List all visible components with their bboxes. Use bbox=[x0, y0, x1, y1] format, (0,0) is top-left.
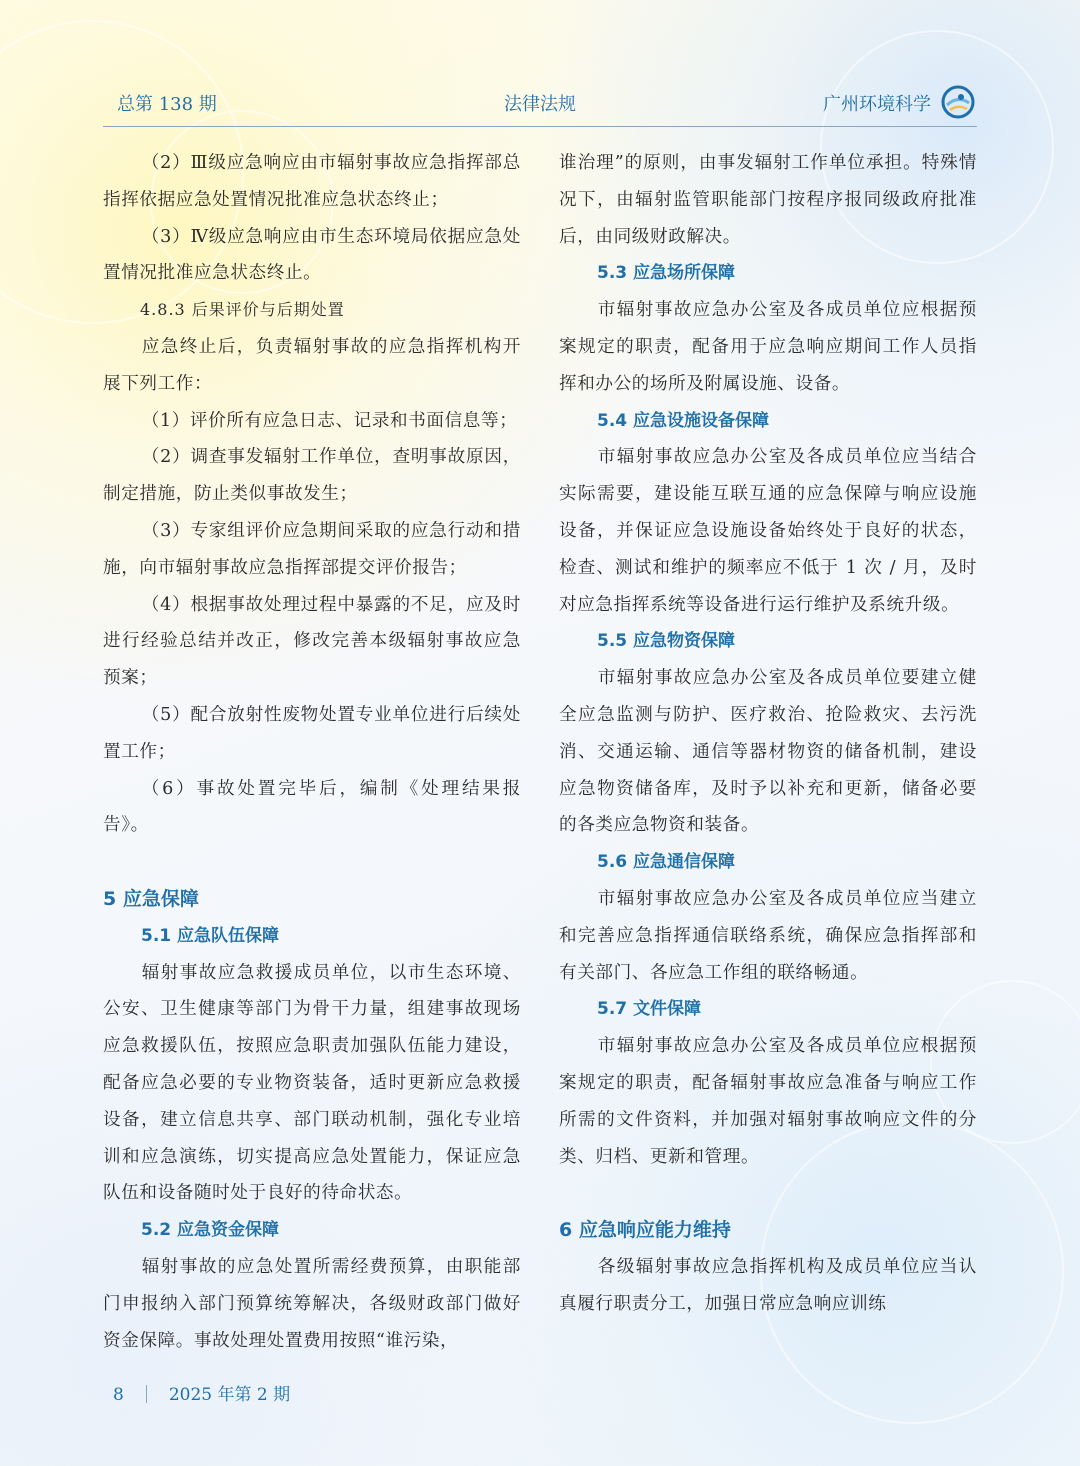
journal-logo-icon bbox=[941, 85, 975, 119]
paragraph: 市辐射事故应急办公室及各成员单位应根据预案规定的职责，配备辐射事故应急准备与响应工作所需的文件资料，并加强对辐射事故响应文件的分类、归档、更新和管理。 bbox=[559, 1036, 977, 1167]
subsection-heading: 5.1 应急队伍保障 bbox=[141, 925, 280, 946]
paragraph: 谁治理”的原则，由事发辐射工作单位承担。特殊情况下，由辐射监管职能部门按程序报同级政府批准后，由同级财政解决。 bbox=[559, 153, 977, 247]
section-heading: 5 应急保障 bbox=[103, 887, 199, 910]
page-number: 8 bbox=[113, 1385, 124, 1405]
journal-name: 广州环境科学 bbox=[823, 94, 931, 115]
paragraph: 市辐射事故应急办公室及各成员单位要建立健全应急监测与防护、医疗救治、抢险救灾、去污洗消、交通运输、通信等器材物资的储备机制，建设应急物资储备库，及时予以补充和更新，储备必要的各类应急物资和装备。 bbox=[559, 668, 977, 836]
footer-divider bbox=[146, 1385, 147, 1403]
section-gap bbox=[559, 1175, 977, 1212]
paragraph: 各级辐射事故应急指挥机构及成员单位应当认真履行职责分工，加强日常应急响应训练 bbox=[559, 1256, 977, 1314]
section-gap bbox=[103, 844, 521, 881]
paragraph: 应急终止后，负责辐射事故的应急指挥机构开展下列工作： bbox=[103, 336, 521, 394]
paragraph: （5）配合放射性废物处置专业单位进行后续处置工作； bbox=[103, 704, 521, 762]
paragraph: （2）调查事发辐射工作单位，查明事故原因，制定措施，防止类似事故发生； bbox=[103, 447, 521, 505]
paragraph: 辐射事故应急救援成员单位，以市生态环境、公安、卫生健康等部门为骨干力量，组建事故现场应急救援队伍，按照应急职责加强队伍能力建设，配备应急必要的专业物资装备，适时更新应急救援设备，建立信息共享、部门联动机制，强化专业培训和应急演练，切实提高应急处置能力，保证应急队伍和设备随时处于良好的待命状态。 bbox=[103, 962, 521, 1204]
page-header bbox=[103, 84, 977, 127]
left-column bbox=[103, 145, 521, 1359]
subsection-heading: 5.3 应急场所保障 bbox=[597, 263, 736, 284]
paragraph: （4）根据事故处理过程中暴露的不足，应及时进行经验总结并改正，修改完善本级辐射事故应急预案； bbox=[103, 594, 521, 689]
subsection-heading: 5.2 应急资金保障 bbox=[141, 1220, 280, 1241]
paragraph: （1）评价所有应急日志、记录和书面信息等； bbox=[141, 410, 518, 431]
subsection-heading: 5.6 应急通信保障 bbox=[597, 852, 736, 873]
section-title: 法律法规 bbox=[504, 94, 576, 115]
page-footer bbox=[113, 1380, 290, 1405]
subsection-heading: 5.4 应急设施设备保障 bbox=[597, 410, 770, 431]
section-heading: 6 应急响应能力维持 bbox=[559, 1219, 731, 1242]
paragraph: （3）Ⅳ级应急响应由市生态环境局依据应急处置情况批准应急状态终止。 bbox=[103, 226, 521, 284]
paragraph: 市辐射事故应急办公室及各成员单位应根据预案规定的职责，配备用于应急响应期间工作人员指挥和办公的场所及附属设施、设备。 bbox=[559, 300, 977, 394]
issue-label: 2025 年第 2 期 bbox=[168, 1385, 291, 1405]
right-column bbox=[559, 145, 977, 1323]
issue-total: 总第 138 期 bbox=[117, 94, 217, 115]
paragraph: 辐射事故的应急处置所需经费预算，由职能部门申报纳入部门预算统筹解决，各级财政部门做好资金保障。事故处理处置费用按照“谁污染， bbox=[103, 1256, 521, 1351]
paragraph: （2）Ⅲ级应急响应由市辐射事故应急指挥部总指挥依据应急处置情况批准应急状态终止； bbox=[103, 153, 521, 210]
paragraph: （6）事故处置完毕后，编制《处理结果报告》。 bbox=[103, 778, 521, 836]
paragraph: 市辐射事故应急办公室及各成员单位应当建立和完善应急指挥通信联络系统，确保应急指挥部和有关部门、各应急工作组的联络畅通。 bbox=[559, 888, 977, 983]
subsection-heading: 5.7 文件保障 bbox=[597, 999, 702, 1020]
sub-subsection-heading: 4.8.3 后果评价与后期处置 bbox=[140, 300, 345, 320]
paragraph: （3）专家组评价应急期间采取的应急行动和措施，向市辐射事故应急指挥部提交评价报告； bbox=[103, 520, 521, 578]
subsection-heading: 5.5 应急物资保障 bbox=[597, 631, 736, 652]
paragraph: 市辐射事故应急办公室及各成员单位应当结合实际需要，建设能互联互通的应急保障与响应设施设备，并保证应急设施设备始终处于良好的状态，检查、测试和维护的频率应不低于 1 次 / 月，及时对应急指挥系统等设备进行运行维护及系统升级。 bbox=[559, 447, 977, 615]
